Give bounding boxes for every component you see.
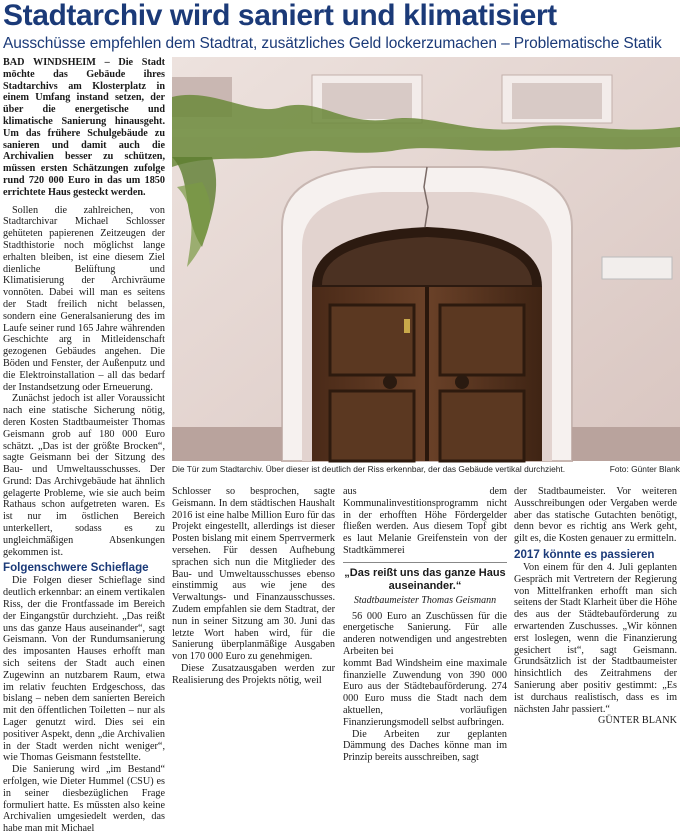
body-paragraph: Die Folgen dieser Schieflage sind deutlich erkennbar: an einem vertikalen Riss, der die Frontfassade im Bereich der Eingangstür durchzieht. „Das reißt uns das ganze Haus auseinander“, sagt Geismann. Von der Rundumsanierung des imposanten Hauses erhofft man sich seitens der Stadt auch einen Zugewinn an nutzbarem Raum, etwa im relativ feuchten Erdgeschoss, das bislang – neben dem sanierten Bereich mit den öffentlichen Toiletten – nur als Lager genutzt wird. Dies sei ein positiver Aspekt, denn „die Archivalien in der Stadt werden nicht weniger“, wie Thomas Geismann feststellte.	[3, 575, 165, 764]
body-paragraph: Sollen die zahlreichen, von Stadtarchivar Michael Schlosser gehüteten papierenen Zeitzeugen der Stadthistorie noch möglichst lange erhalten bleiben, ist eine diesem Ziel dienliche Belüftung und Klimatisierung der Archivräume vonnöten. Dabei will man es seitens der Stadt freilich nicht belassen, sondern eine Generalsanierung des im Laufe seiner rund 165 Jahre währenden Geschichte arg in Mitleidenschaft gezogenen Gebäudes angehen. Die Böden und Fenster, der Außenputz und die Elektroinstallation – all das bedarf der Instandsetzung oder Erneuerung.	[3, 204, 165, 393]
column-2	[172, 486, 335, 687]
section-heading: Folgenschwere Schieflage	[3, 561, 149, 575]
body-paragraph: aus dem Kommunalinvestitionsprogramm nicht in der erhofften Höhe Fördergelder fließen werden. Aus diesem Topf gibt es laut Melanie Greifenstein von der Stadtkämmerei	[343, 486, 507, 556]
photo-credit: Foto: Günter Blank	[609, 464, 680, 474]
caption-text: Die Tür zum Stadtarchiv. Über dieser ist deutlich der Riss erkennbar, der das Gebäude vertikal durchzieht.	[172, 464, 566, 474]
section-heading: 2017 könnte es passieren	[514, 547, 655, 561]
subheadline: Ausschüsse empfehlen dem Stadtrat, zusätzliches Geld lockerzumachen – Problematische Statik	[3, 35, 662, 52]
article-photo	[172, 57, 680, 461]
pull-quote	[343, 562, 507, 607]
column-1	[3, 57, 165, 835]
column-4	[514, 486, 677, 727]
stadtarchiv-door-image	[172, 57, 680, 461]
body-paragraph: Die Arbeiten zur geplanten Dämmung des Daches könne man im Prinzip bereits ausschreiben, sagt	[343, 728, 507, 764]
body-paragraph: Zunächst jedoch ist aller Voraussicht nach eine statische Sicherung nötig, deren Kosten Stadtbaumeister Thomas Geismann grob auf 180 000 Euro schätzt. „Das ist der größte Brocken“, sagte Geismann bei der Sitzung des Bau- und Umweltausschusses. Der Grund: Das Archivgebäude hat ähnlich gelagerte Probleme, wie sie auch beim Rathaus schon aufgetreten waren. Es ist nur im östlichen Bereich unterkellert, sodass es zu ungleichmäßigen Absenkungen gekommen ist.	[3, 393, 165, 558]
body-paragraph: Von einem für den 4. Juli geplanten Gespräch mit Vertretern der Regierung von Mittelfranken erhofft man sich seitens der Stadt Klarheit über die Höhe des aus der Städtebauförderung zu erwartenden Zuschusses. „Wir können erst loslegen, wenn die Finanzierung gesichert ist“, sagt Geismann. Grundsätzlich ist der Stadtbaumeister hinsichtlich des Zeitrahmens der Sanierung aber positiv gestimmt: „Es ist durchaus realistisch, dass es im nächsten Jahr passiert.“	[514, 561, 677, 715]
lead-paragraph: BAD WINDSHEIM – Die Stadt möchte das Gebäude ihres Stadtarchivs am Klosterplatz in einem Umfang instand setzen, der über die energetische und klimatische Sanierung hinausgeht. Um das frühere Schulgebäude zu sanieren und damit auch die Archivalien besser zu schützen, müssen ersten Schätzungen zufolge rund 720 000 Euro in das um 1850 errichtete Haus gesteckt werden.	[3, 57, 165, 198]
body-paragraph: kommt Bad Windsheim eine maximale finanzielle Zuwendung von 390 000 Euro aus der Städtebauförderung. 274 000 Euro muss die Stadt nach dem aktuellen, vorläufigen Finanzierungsmodell selbst aufbringen.	[343, 657, 507, 728]
pull-quote-text: „Das reißt uns das ganze Haus auseinander.“	[343, 562, 507, 593]
pull-quote-attribution: Stadtbaumeister Thomas Geismann	[353, 594, 497, 606]
body-paragraph: 56 000 Euro an Zuschüssen für die energetische Sanierung. Für alle anderen notwendigen und angestrebten Arbeiten bei	[343, 610, 507, 657]
author-byline: GÜNTER BLANK	[598, 715, 677, 727]
column-3	[343, 486, 507, 764]
body-paragraph: Diese Zusatzausgaben werden zur Realisierung des Projekts nötig, weil	[172, 662, 335, 686]
body-paragraph: Schlosser so besprochen, sagte Geismann. In dem städtischen Haushalt 2016 ist eine halbe Million Euro für das Projekt eingestellt, allerdings ist dieser Posten bislang mit einem Sperrvermerk versehen. Für dessen Aufhebung sprachen sich nun die Mitglieder des Bau- und Umweltausschusses ebenso einstimmig aus wie jene des Verwaltungs- und Finanzausschusses. Zudem empfahlen sie dem Stadtrat, der nun in seiner Sitzung am 30. Juni das letzte Wort haben wird, für die Sanierung überplanmäßige Ausgaben von 170 000 Euro zu genehmigen.	[172, 486, 335, 663]
headline: Stadtarchiv wird saniert und klimatisiert	[3, 0, 557, 32]
photo-caption	[172, 464, 680, 474]
body-paragraph: Die Sanierung wird „im Bestand“ erfolgen, wie Dieter Hummel (CSU) es in seiner diesbezüglichen Frage formuliert hatte. Es müssten also keine Archivalien umgesiedelt werden, das habe man mit Michael	[3, 764, 165, 835]
body-paragraph: der Stadtbaumeister. Vor weiteren Ausschreibungen oder Vergaben werde aber das statische Gutachten benötigt, denn bevor es richtig ans Werk geht, gilt es, die Kosten genauer zu ermitteln.	[514, 486, 677, 545]
